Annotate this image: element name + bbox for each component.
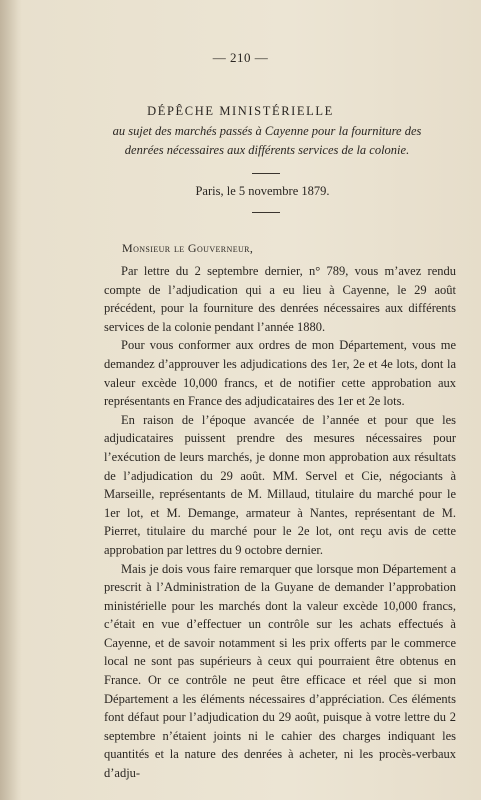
salutation: Monsieur le Gouverneur, [122, 241, 254, 255]
document-title: DÉPÊCHE MINISTÉRIELLE [147, 104, 334, 118]
paragraph-4: Mais je dois vous faire remarquer que lorsque mon Département a prescrit à l’Administration de la Guyane de demander l’approbation ministérielle pour les marchés dont la valeur excède 10,000 francs, c’était en vue d’effectuer un contrôle sur les achats effectués à Cayenne, et de savoir notamment si les prix offerts par le commerce local ne sont pas supérieurs à ceux qui pourraient être obtenus en France. Or ce contrôle ne peut être efficace et réel que si mon Département a les éléments nécessaires d’appréciation. Ces éléments font défaut pour l’adjudication du 29 août, puisque à votre lettre du 2 septembre n’étaient joints ni le cahier des charges indiquant les quantités et la nature des denrées à acheter, ni les procès-verbaux d’adju- [104, 561, 456, 781]
paragraph-1: Par lettre du 2 septembre dernier, n° 789, vous m’avez rendu compte de l’adjudication qui a eu lieu à Cayenne, le 29 août précédent, pour la fourniture des denrées nécessaires aux différents services de la colonie pendant l’année 1880. [104, 264, 456, 334]
paragraph-2: Pour vous conformer aux ordres de mon Département, vous me demandez d’approuver les adjudications des 1er, 2e et 4e lots, dont la valeur excède 10,000 francs, et de notifier cette approbation aux représentants en France des adjudicataires des 1er et 2e lots. [104, 338, 456, 409]
separator-rule-top [252, 173, 280, 174]
separator-rule-bottom [252, 212, 280, 213]
dateline: Paris, le 5 novembre 1879. [195, 184, 330, 198]
document-subtitle: au sujet des marchés passés à Cayenne pour la fourniture des denrées nécessaires aux différents services de la colonie. [112, 124, 422, 157]
page-binding-shadow [0, 0, 22, 800]
paragraph-3: En raison de l’époque avancée de l’année et pour que les adjudicataires puissent prendre des mesures nécessaires pour l’exécution de leurs marchés, je donne mon approbation aux résultats de l’adjudication du 29 août. MM. Servel et Cie, négociants à Marseille, représentants de M. Millaud, titulaire du marché pour le 1er lot, et M. Demange, armateur à Nantes, représentant de M. Pierret, titulaire du marché pour le 2e lot, ont reçu avis de cette approbation par lettres du 9 octobre dernier. [104, 412, 456, 557]
page-number: — 210 — [212, 50, 269, 65]
letter-body [104, 262, 456, 783]
